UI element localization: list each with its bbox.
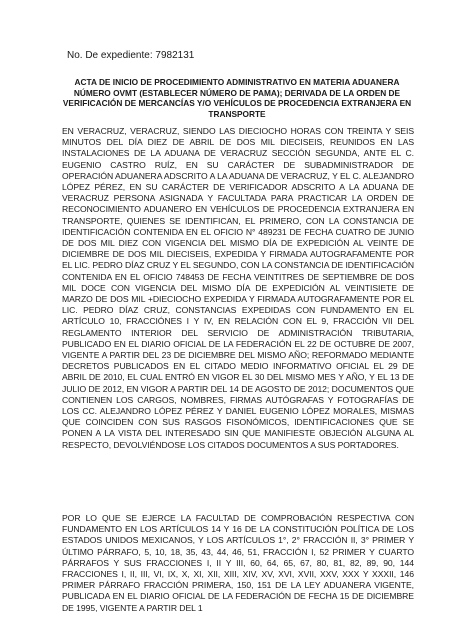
expediente-number: No. De expediente: 7982131 (67, 50, 195, 61)
body-paragraph-1: EN VERACRUZ, VERACRUZ, SIENDO LAS DIECIOCHO HORAS CON TREINTA Y SEIS MINUTOS DEL DÍA DIEZ DE ABRIL DE DOS MIL DIECISEIS, REUNIDOS EN LAS INSTALACIONES DE LA ADUANA DE VERACRUZ SECCIÓN SEGUNDA, ANTE EL C. EUGENIO CASTRO RUÍZ, EN SU CARÁCTER DE SUBADMINISTRADOR DE OPERACIÓN ADUANERA ADSCRITO A LA ADUANA DE VERACRUZ, Y EL C. ALEJANDRO LÓPEZ PÉREZ, EN SU CARÁCTER DE VERIFICADOR ADSCRITO A LA ADUANA DE VERACRUZ PERSONA ASIGNADA Y FACULTADA PARA PRACTICAR LA ORDEN DE RECONOCIMIENTO ADUANERO EN VEHÍCULOS DE PROCEDENCIA EXTRANJERA EN TRANSPORTE, QUIENES SE IDENTIFICAN, EL PRIMERO, CON LA CONSTANCIA DE IDENTIFICACIÓN CONTENIDA EN EL OFICIO N° 489231 DE FECHA CUATRO DE JUNIO DE DOS MIL DIEZ CON VIGENCIA DEL MISMO DÍA DE EXPEDICIÓN AL VEINTE DE DICIEMBRE DE DOS MIL DIECISEIS, EXPEDIDA Y FIRMADA AUTOGRAFAMENTE POR EL LIC. PEDRO DÍAZ CRUZ Y EL SEGUNDO, CON LA CONSTANCIA DE IDENTIFICACIÓN CONTENIDA EN EL OFICIO 748453 DE FECHA VEINTITRES DE SEPTIEMBRE DE DOS MIL DOCE CON VIGENCIA DEL MISMO DÍA DE EXPEDICIÓN AL VEINTISIETE DE MARZO DE DOS MIL +DIECIOCHO EXPEDIDA Y FIRMADA AUTOGRAFAMENTE POR EL LIC. PEDRO DÍAZ CRUZ, CONSTANCIAS EXPEDIDAS CON FUNDAMENTO EN EL ARTÍCULO 10, FRACCIÓNES I Y IV, EN RELACIÓN CON EL 9, FRACCIÓN VII DEL REGLAMENTO INTERIOR DEL SERVICIO DE ADMINISTRACIÓN TRIBUTARIA, PUBLICADO EN EL DIARIO OFICIAL DE LA FEDERACIÓN EL 22 DE OCTUBRE DE 2007, VIGENTE A PARTIR DEL 23 DE DICIEMBRE DEL MISMO AÑO; REFORMADO MEDIANTE DECRETOS PUBLICADOS EN EL CITADO MEDIO INFORMATIVO OFICIAL EL 29 DE ABRIL DE 2010, EL CUAL ENTRÓ EN VIGOR EL 30 DEL MISMO MES Y AÑO, Y EL 13 DE JULIO DE 2012, EN VIGOR A PARTIR DEL 14 DE AGOSTO DE 2012; DOCUMENTOS QUE CONTIENEN LOS CARGOS, NOMBRES, FIRMAS AUTÓGRAFAS Y FOTOGRAFÍAS DE LOS CC. ALEJANDRO LÓPEZ PÉREZ Y DANIEL EUGENIO LÓPEZ MORALES, MISMAS QUE COINCIDEN CON SUS RASGOS FISONÓMICOS, IDENTIFICACIONES QUE SE PONEN A LA VISTA DEL INTERESADO SIN QUE MANIFIESTE OBJECIÓN ALGUNA AL RESPECTO, DEVOLVIÉNDOSE LOS CITADOS DOCUMENTOS A SUS PORTADORES. (62, 126, 414, 450)
body-paragraph-2: POR LO QUE SE EJERCE LA FACULTAD DE COMPROBACIÓN RESPECTIVA CON FUNDAMENTO EN LOS ARTÍCULOS 14 Y 16 DE LA CONSTITUCIÓN POLÍTICA DE LOS ESTADOS UNIDOS MEXICANOS, Y LOS ARTÍCULOS 1°, 2° FRACCIÓN II, 3° PRIMER Y ÚLTIMO PÁRRAFO, 5, 10, 18, 35, 43, 44, 46, 51, FRACCIÓN I, 52 PRIMER Y CUARTO PÁRRAFOS Y SUS FRACCIONES I, II Y III, 60, 64, 65, 67, 80, 81, 82, 89, 90, 144 FRACCIONES I, II, III, VI, IX, X, XI, XII, XIII, XIV, XV, XVI, XVII, XXV, XXX Y XXXII, 146 PRIMER PÁRRAFO FRACCIÓN PRIMERA, 150, 151 DE LA LEY ADUANERA VIGENTE, PUBLICADA EN EL DIARIO OFICIAL DE LA FEDERACIÓN DE FECHA 15 DE DICIEMBRE DE 1995, VIGENTE A PARTIR DEL 1 (62, 513, 414, 613)
document-title: ACTA DE INICIO DE PROCEDIMIENTO ADMINISTRATIVO EN MATERIA ADUANERA NÚMERO OVMT (ESTABLECER NÚMERO DE PAMA); DERIVADA DE LA ORDEN DE VERIFICACIÓN DE MERCANCÍAS Y/O VEHÍCULOS DE PROCEDENCIA EXTRANJERA EN TRANSPORTE (62, 77, 412, 119)
